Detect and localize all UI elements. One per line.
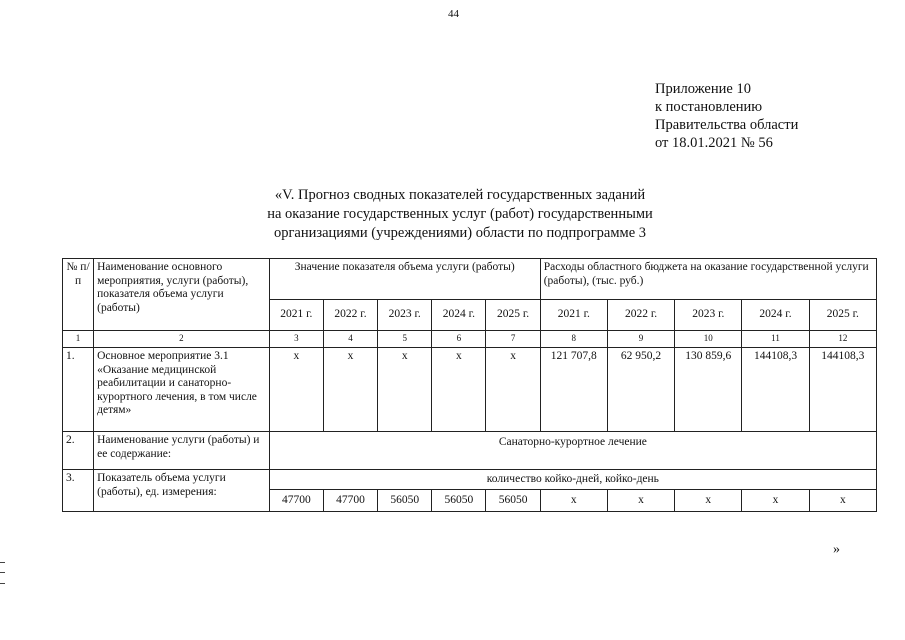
margin-mark	[0, 562, 5, 584]
column-number: 8	[540, 331, 607, 348]
table-row	[63, 470, 877, 490]
value-cell: х	[432, 348, 486, 432]
column-number: 3	[269, 331, 323, 348]
column-number: 4	[323, 331, 377, 348]
year-cell: 2023 г.	[675, 300, 742, 331]
value-cell: х	[540, 490, 607, 512]
value-cell: 56050	[432, 490, 486, 512]
row-num: 2.	[63, 432, 94, 470]
value-cell: 62 950,2	[607, 348, 674, 432]
year-cell: 2021 г.	[269, 300, 323, 331]
value-cell: 121 707,8	[540, 348, 607, 432]
column-number: 10	[675, 331, 742, 348]
value-cell: 144108,3	[742, 348, 809, 432]
column-number: 11	[742, 331, 809, 348]
value-cell: 47700	[269, 490, 323, 512]
page-number: 44	[448, 8, 459, 20]
year-cell: 2025 г.	[486, 300, 540, 331]
column-number: 6	[432, 331, 486, 348]
value-cell: х	[269, 348, 323, 432]
year-cell: 2025 г.	[809, 300, 876, 331]
title-line: на оказание государственных услуг (работ) государственными	[267, 206, 653, 222]
margin-mark	[0, 572, 5, 573]
value-cell: х	[607, 490, 674, 512]
column-number: 9	[607, 331, 674, 348]
appendix-line: от 18.01.2021 № 56	[655, 135, 773, 151]
appendix-line: Приложение 10	[655, 81, 751, 97]
title-line: «V. Прогноз сводных показателей государственных заданий	[274, 187, 646, 203]
year-cell: 2024 г.	[432, 300, 486, 331]
year-cell: 2022 г.	[323, 300, 377, 331]
value-cell: 47700	[323, 490, 377, 512]
year-cell: 2024 г.	[742, 300, 809, 331]
value-cell: х	[742, 490, 809, 512]
year-cell: 2023 г.	[378, 300, 432, 331]
table-row	[63, 348, 877, 432]
forecast-table	[62, 258, 877, 512]
row-name: Наименование услуги (работы) и ее содержание:	[94, 432, 270, 470]
header-row	[63, 259, 877, 300]
closing-quote: »	[833, 542, 840, 557]
row-name: Основное мероприятие 3.1 «Оказание медицинской реабилитации и санаторно-курортного лечения, в том числе детям»	[94, 348, 270, 432]
year-cell: 2022 г.	[607, 300, 674, 331]
value-cell: х	[378, 348, 432, 432]
header-name: Наименование основного мероприятия, услуги (работы), показателя объема услуги (работы)	[94, 259, 270, 331]
row-num: 1.	[63, 348, 94, 432]
column-number-row	[63, 331, 877, 348]
title-line: организациями (учреждениями) области по подпрограмме 3	[273, 225, 647, 241]
column-number: 1	[63, 331, 94, 348]
value-cell: 130 859,6	[675, 348, 742, 432]
service-content: Санаторно-курортное лечение	[269, 432, 876, 470]
value-cell: х	[323, 348, 377, 432]
appendix-line: к постановлению	[655, 99, 763, 115]
column-number: 12	[809, 331, 876, 348]
value-cell: 56050	[486, 490, 540, 512]
header-expense-group: Расходы областного бюджета на оказание государственной услуги (работы), (тыс. руб.)	[540, 259, 876, 300]
column-number: 5	[378, 331, 432, 348]
table-row	[63, 432, 877, 470]
column-number: 2	[94, 331, 270, 348]
column-number: 7	[486, 331, 540, 348]
row-num: 3.	[63, 470, 94, 512]
appendix-line: Правительства области	[655, 117, 799, 133]
value-cell: 56050	[378, 490, 432, 512]
row-name: Показатель объема услуги (работы), ед. измерения:	[94, 470, 270, 512]
value-cell: х	[675, 490, 742, 512]
unit-cell: количество койко-дней, койко-день	[269, 470, 876, 490]
appendix-block	[655, 80, 798, 152]
value-cell: х	[486, 348, 540, 432]
header-volume-group: Значение показателя объема услуги (работы)	[269, 259, 540, 300]
value-cell: 144108,3	[809, 348, 876, 432]
year-cell: 2021 г.	[540, 300, 607, 331]
value-cell: х	[809, 490, 876, 512]
header-num: № п/п	[63, 259, 94, 331]
document-title	[200, 186, 720, 243]
